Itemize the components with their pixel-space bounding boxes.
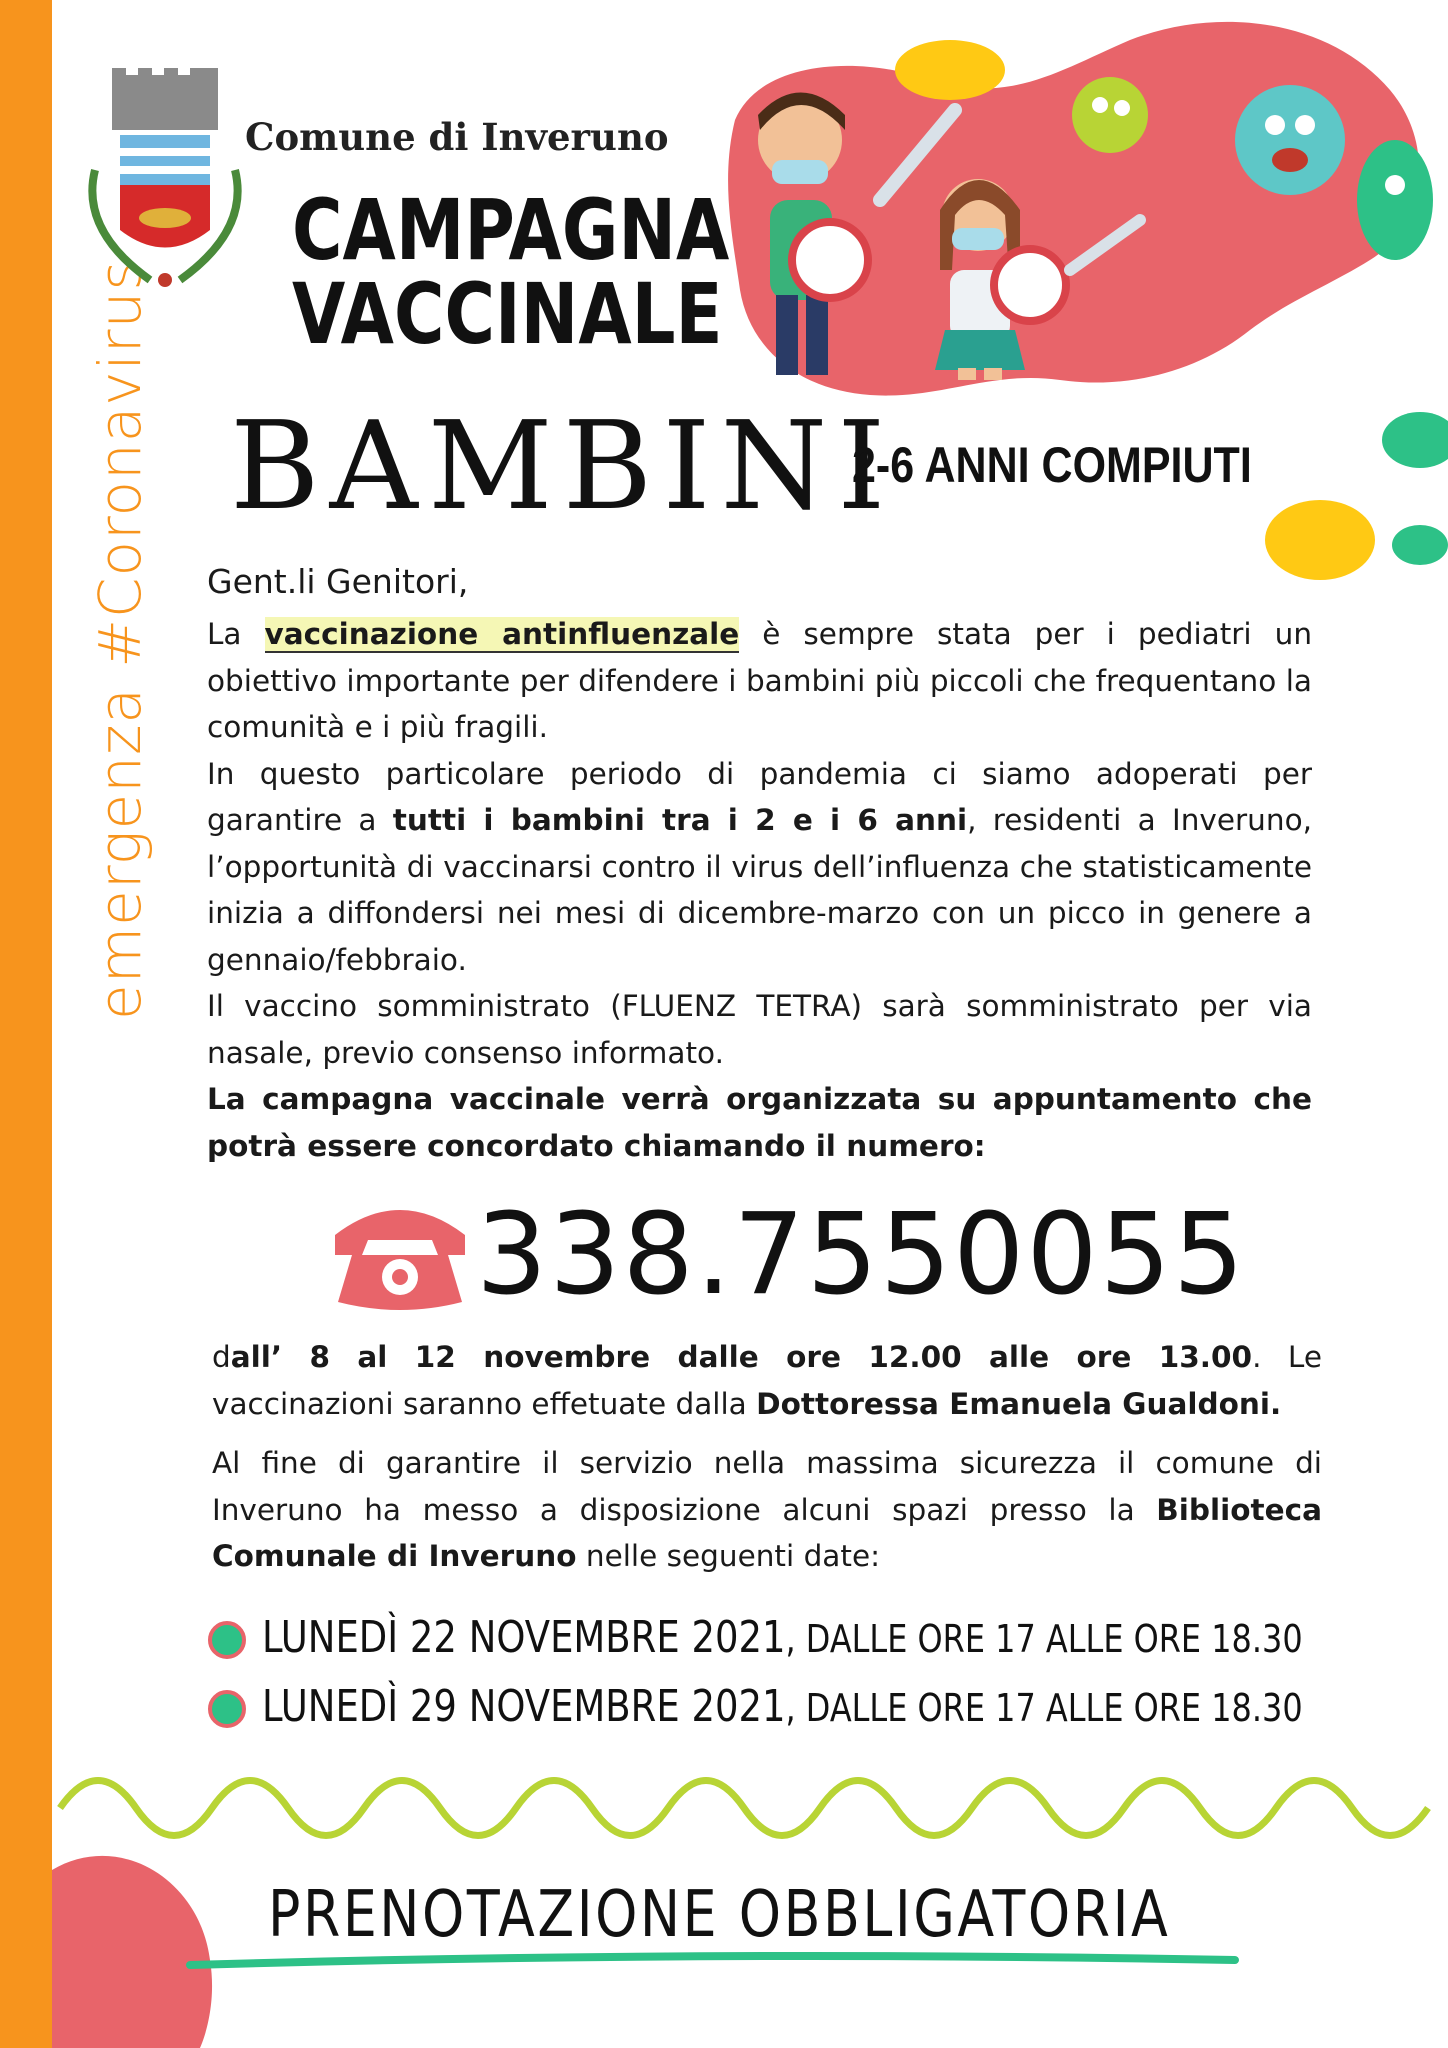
date-item-1: LUNEDÌ 22 NOVEMBRE 2021, DALLE ORE 17 ALLE ORE 18.30	[262, 1612, 1303, 1663]
campaign-title-line2: VACCINALE	[292, 265, 723, 363]
doctor-name: Dottoressa Emanuela Gualdoni.	[756, 1386, 1282, 1421]
municipality-name: Comune di Inveruno	[245, 115, 669, 159]
hashtag-text: emergenza #Coronavirus	[86, 259, 154, 1020]
intro-paragraphs	[207, 611, 1312, 1169]
campaign-title	[292, 181, 730, 363]
bambini-heading: BAMBINI	[230, 395, 896, 537]
date-item-2: LUNEDÌ 29 NOVEMBRE 2021, DALLE ORE 17 ALLE ORE 18.30	[262, 1681, 1303, 1732]
paragraph-2: In questo particolare periodo di pandemia ci siamo adoperati per garantire a tutti i bambini tra i 2 e i 6 anni, residenti a Inveruno, l’opportunità di vaccinarsi contro il virus dell’influenza che statisticamente inizia a diffondersi nei mesi di dicembre-marzo con un picco in genere a gennaio/febbraio.	[207, 756, 1312, 977]
schedule-range: all’ 8 al 12 novembre dalle ore 12.00 alle ore 13.00	[230, 1340, 1253, 1374]
paragraph-1: La vaccinazione antinfluenzale è sempre stata per i pediatri un obiettivo importante per difendere i bambini più piccoli che frequentano la comunità e i più fragili.	[207, 617, 1313, 744]
campaign-title-line1: CAMPAGNA	[292, 181, 730, 279]
wavy-line	[60, 1781, 1428, 1836]
bullet-icon	[208, 1690, 246, 1728]
location-paragraph: Al fine di garantire il servizio nella massima sicurezza il comune di Inveruno ha messo a disposizione alcuni spazi presso la Biblioteca Comunale di Inveruno nelle seguenti date:	[212, 1446, 1322, 1573]
library-name: Biblioteca Comunale di Inveruno	[212, 1492, 1322, 1573]
paragraph-3: Il vaccino somministrato (FLUENZ TETRA) sarà somministrato per via nasale, previo consenso informato.	[207, 989, 1312, 1070]
coat-of-arms-icon	[92, 68, 237, 287]
schedule-paragraph: dall’ 8 al 12 novembre dalle ore 12.00 alle ore 13.00. Le vaccinazioni saranno effetuate dalla Dottoressa Emanuela Gualdoni.	[212, 1340, 1322, 1421]
bullet-icon	[208, 1621, 246, 1659]
paragraph-4: La campagna vaccinale verrà organizzata su appuntamento che potrà essere concordato chiamando il numero:	[207, 1082, 1312, 1163]
footer-underline	[190, 1956, 1235, 1965]
highlight-vaccination: vaccinazione antinfluenzale	[264, 617, 740, 651]
virus-icon	[1072, 77, 1148, 153]
bold-children-range: tutti i bambini tra i 2 e i 6 anni	[392, 803, 968, 837]
coral-blob-bottom	[52, 1856, 212, 2048]
yellow-blob-right	[1265, 500, 1375, 580]
illustration-blob	[728, 22, 1419, 396]
green-blob-right-2	[1392, 525, 1448, 565]
yellow-blob-top	[895, 40, 1005, 100]
age-range: 2-6 ANNI COMPIUTI	[852, 437, 1252, 493]
greeting: Gent.li Genitori,	[207, 562, 469, 601]
virus-icon-2	[1235, 85, 1345, 195]
phone-number[interactable]: 338.7550055	[476, 1190, 1247, 1320]
booking-required: PRENOTAZIONE OBBLIGATORIA	[268, 1878, 1171, 1952]
telephone-icon	[335, 1210, 465, 1310]
green-blob-right	[1382, 412, 1448, 468]
virus-icon-3	[1357, 140, 1433, 260]
